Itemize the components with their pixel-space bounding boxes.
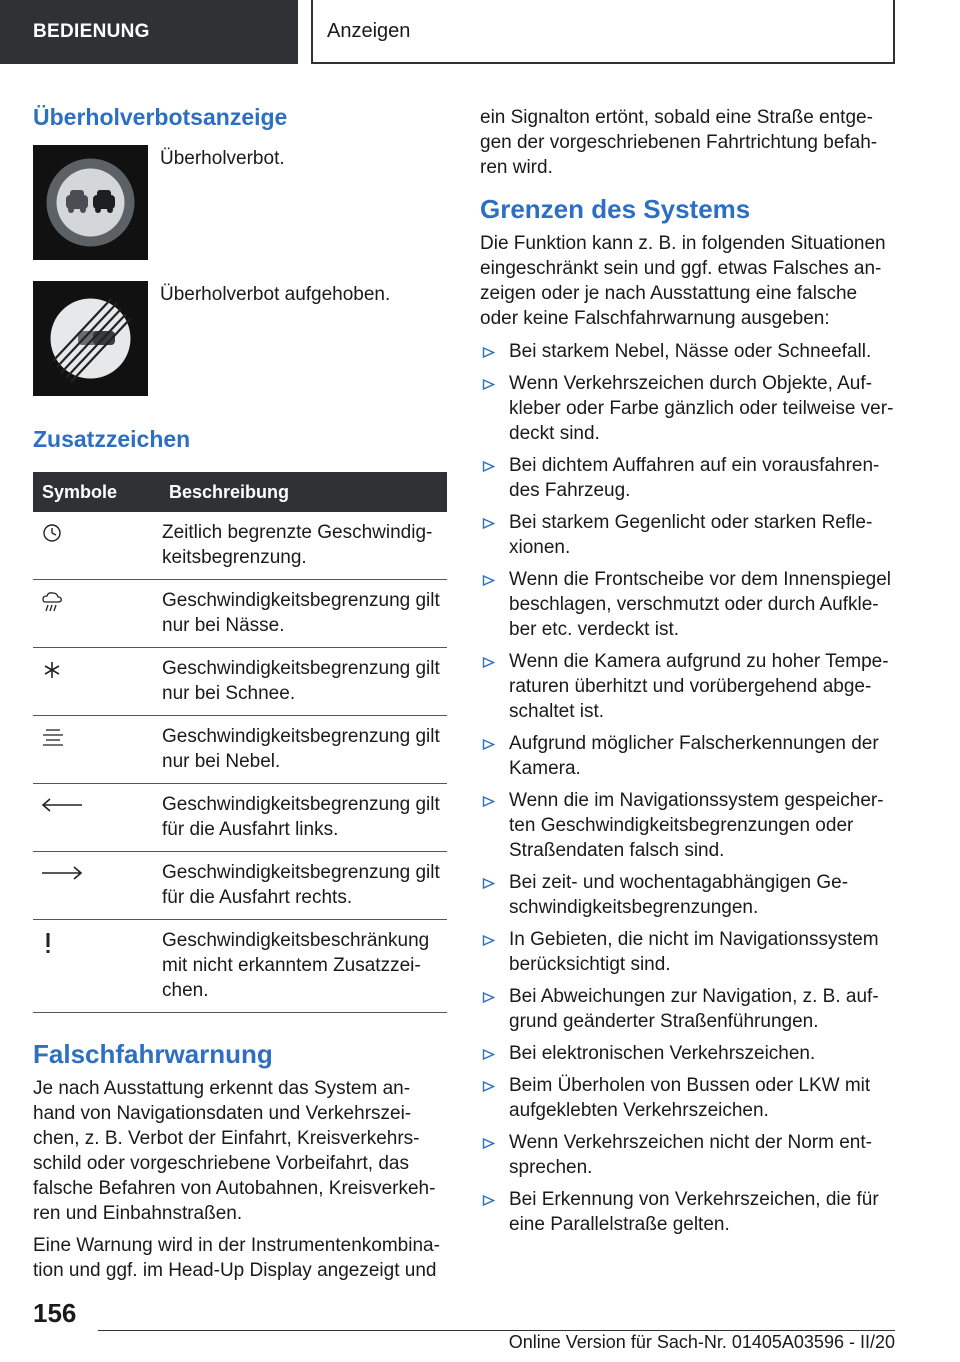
no-overtaking-sign-icon xyxy=(33,145,148,260)
wrong-way-paragraph-1: Je nach Ausstattung erkennt das System an-hand von Navigationsdaten und Verkehrszei-chen, z. B. Verbot der Einfahrt, Kreisverkehrs-schild oder vorgeschriebene Vorbeifahrt, das falsche Befahren von Autobahnen, Kreisverkeh-ren und Einbahnstraßen. xyxy=(33,1078,436,1224)
rain-icon xyxy=(40,591,64,613)
triangle-bullet-icon xyxy=(482,738,495,751)
list-item-text: Aufgrund möglicher Falscherkennungen der Kamera. xyxy=(509,733,879,779)
sign-row-no-overtaking xyxy=(33,145,447,260)
heading-wrong-way-warning: Falschfahrwarnung xyxy=(33,1039,273,1069)
topic-tab: Anzeigen xyxy=(311,0,895,64)
description-cell: Geschwindigkeitsbegrenzung gilt nur bei Nässe. xyxy=(162,580,447,648)
footer-divider xyxy=(98,1330,895,1331)
symbol-cell xyxy=(33,784,162,852)
description-cell: Geschwindigkeitsbeschränkung mit nicht erkanntem Zusatzzei-chen. xyxy=(162,920,447,1013)
limits-paragraph: Die Funktion kann z. B. in folgenden Situationen eingeschränkt sein und ggf. etwas Falsches an-zeigen oder je nach Ausstattung eine falsche oder keine Falschfahrwarnung ausgeben: xyxy=(480,233,886,329)
col-header-description: Beschreibung xyxy=(162,472,447,512)
triangle-bullet-icon xyxy=(482,1194,495,1207)
snowflake-icon xyxy=(40,659,64,681)
list-item-text: Wenn Verkehrszeichen durch Objekte, Auf-kleber oder Farbe gänzlich oder teilweise ver-deckt sind. xyxy=(509,373,894,444)
list-item-text: Bei Abweichungen zur Navigation, z. B. auf-grund geänderter Straßenführungen. xyxy=(509,986,879,1032)
symbol-cell xyxy=(33,580,162,648)
clock-icon xyxy=(40,523,64,543)
list-item-text: Bei starkem Nebel, Nässe oder Schneefall. xyxy=(509,341,872,362)
list-item-text: Bei Erkennung von Verkehrszeichen, die für eine Parallelstraße gelten. xyxy=(509,1189,879,1235)
list-item xyxy=(480,567,896,642)
heading-system-limits: Grenzen des Systems xyxy=(480,194,751,224)
table-row xyxy=(33,648,447,716)
symbol-cell xyxy=(33,920,162,1013)
description-cell: Geschwindigkeitsbegrenzung gilt nur bei Nebel. xyxy=(162,716,447,784)
sign-label-end-no-overtaking: Überholverbot aufgehoben. xyxy=(160,284,391,305)
triangle-bullet-icon xyxy=(482,346,495,359)
triangle-bullet-icon xyxy=(482,574,495,587)
triangle-bullet-icon xyxy=(482,1080,495,1093)
section-tab: BEDIENUNG xyxy=(0,0,298,64)
list-item-text: Wenn die Kamera aufgrund zu hoher Tempe-raturen überhitzt und vorübergehend abge-schaltet ist. xyxy=(509,651,889,722)
list-item xyxy=(480,1041,896,1066)
symbol-cell xyxy=(33,512,162,580)
description-cell: Geschwindigkeitsbegrenzung gilt nur bei Schnee. xyxy=(162,648,447,716)
triangle-bullet-icon xyxy=(482,934,495,947)
description-cell: Geschwindigkeitsbegrenzung gilt für die Ausfahrt rechts. xyxy=(162,852,447,920)
list-item xyxy=(480,731,896,781)
symbol-cell xyxy=(33,716,162,784)
list-item xyxy=(480,371,896,446)
heading-additional-signs: Zusatzzeichen xyxy=(33,426,191,452)
right-column xyxy=(480,100,896,1244)
triangle-bullet-icon xyxy=(482,1048,495,1061)
list-item-text: In Gebieten, die nicht im Navigationssystem berücksichtigt sind. xyxy=(509,929,879,975)
sign-row-end-no-overtaking xyxy=(33,281,447,396)
continued-paragraph: ein Signalton ertönt, sobald eine Straße entge-gen der vorgeschriebenen Fahrtrichtung befah-ren wird. xyxy=(480,107,878,178)
list-item xyxy=(480,1187,896,1237)
additional-signs-table xyxy=(33,472,447,1013)
list-item xyxy=(480,788,896,863)
description-cell: Zeitlich begrenzte Geschwindig-keitsbegrenzung. xyxy=(162,512,447,580)
list-item xyxy=(480,649,896,724)
triangle-bullet-icon xyxy=(482,460,495,473)
col-header-symbols: Symbole xyxy=(33,472,162,512)
list-item xyxy=(480,510,896,560)
list-item-text: Wenn die Frontscheibe vor dem Innenspiegel beschlagen, verschmutzt oder durch Aufkle-ber etc. verdeckt ist. xyxy=(509,569,891,640)
wrong-way-paragraph-2: Eine Warnung wird in der Instrumentenkombina-tion und ggf. im Head-Up Display angezeigt und xyxy=(33,1235,440,1281)
list-item xyxy=(480,1073,896,1123)
description-cell: Geschwindigkeitsbegrenzung gilt für die Ausfahrt links. xyxy=(162,784,447,852)
exclamation-icon xyxy=(40,931,56,955)
triangle-bullet-icon xyxy=(482,517,495,530)
symbol-cell xyxy=(33,852,162,920)
list-item xyxy=(480,339,896,364)
triangle-bullet-icon xyxy=(482,795,495,808)
list-item xyxy=(480,1130,896,1180)
left-column xyxy=(33,100,447,1283)
arrow-right-icon xyxy=(40,863,84,883)
triangle-bullet-icon xyxy=(482,378,495,391)
sign-label-no-overtaking: Überholverbot. xyxy=(160,148,285,169)
table-row xyxy=(33,920,447,1013)
triangle-bullet-icon xyxy=(482,656,495,669)
symbol-cell xyxy=(33,648,162,716)
triangle-bullet-icon xyxy=(482,877,495,890)
list-item-text: Bei dichtem Auffahren auf ein vorausfahren-des Fahrzeug. xyxy=(509,455,880,501)
footer-version: Online Version für Sach-Nr. 01405A03596 - II/20 xyxy=(508,1332,895,1352)
triangle-bullet-icon xyxy=(482,991,495,1004)
heading-overtaking: Überholverbotsanzeige xyxy=(33,104,288,130)
page-number: 156 xyxy=(33,1298,77,1328)
list-item-text: Wenn Verkehrszeichen nicht der Norm ent-sprechen. xyxy=(509,1132,872,1178)
table-row xyxy=(33,580,447,648)
table-header-row xyxy=(33,472,447,512)
list-item-text: Wenn die im Navigationssystem gespeicher-ten Geschwindigkeitsbegrenzungen oder Straßendaten falsch sind. xyxy=(509,790,884,861)
list-item-text: Beim Überholen von Bussen oder LKW mit aufgeklebten Verkehrszeichen. xyxy=(509,1075,871,1121)
table-row xyxy=(33,716,447,784)
triangle-bullet-icon xyxy=(482,1137,495,1150)
arrow-left-icon xyxy=(40,795,84,815)
list-item xyxy=(480,927,896,977)
table-row xyxy=(33,512,447,580)
fog-icon xyxy=(40,727,66,749)
list-item xyxy=(480,453,896,503)
list-item xyxy=(480,870,896,920)
list-item-text: Bei starkem Gegenlicht oder starken Refle-xionen. xyxy=(509,512,873,558)
table-row xyxy=(33,852,447,920)
list-item xyxy=(480,984,896,1034)
list-item-text: Bei elektronischen Verkehrszeichen. xyxy=(509,1043,816,1064)
end-no-overtaking-sign-icon xyxy=(33,281,148,396)
table-row xyxy=(33,784,447,852)
list-item-text: Bei zeit- und wochentagabhängigen Ge-schwindigkeitsbegrenzungen. xyxy=(509,872,849,918)
limits-bullet-list xyxy=(480,339,896,1237)
